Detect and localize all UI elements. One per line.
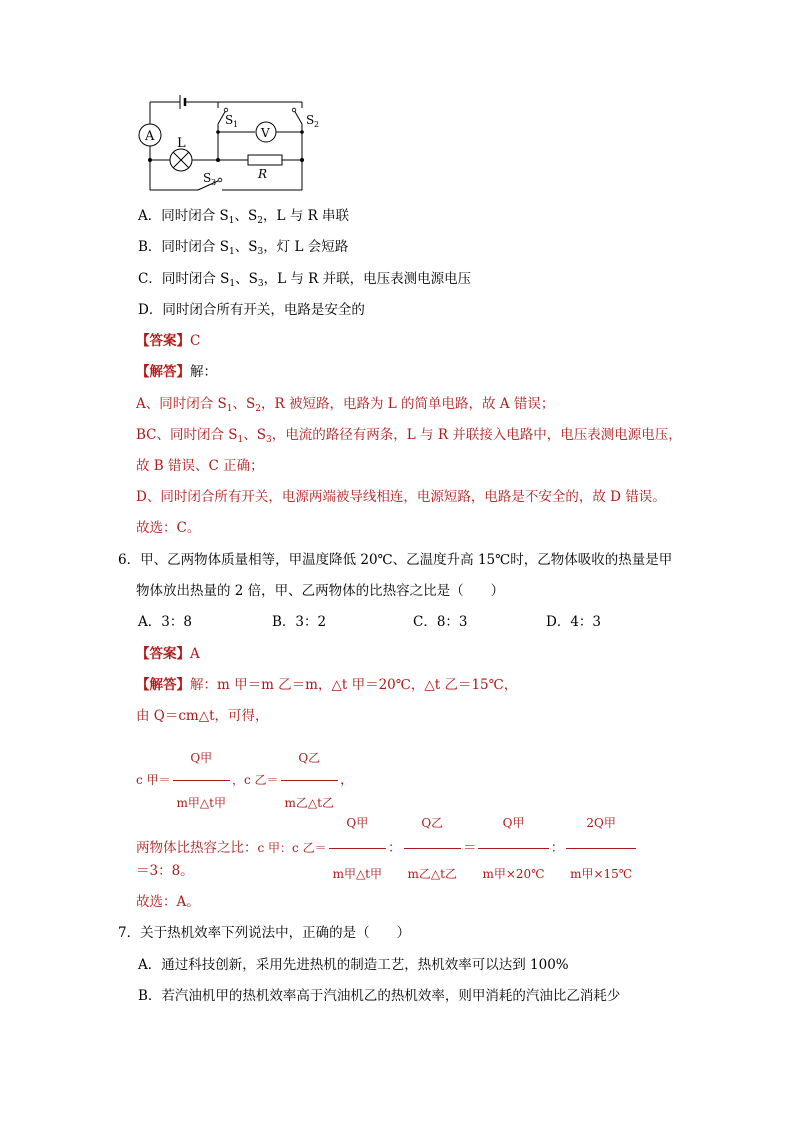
voltmeter-label: V <box>261 126 270 140</box>
q6-stem-1: 6．甲、乙两物体质量相等，甲温度降低 20℃、乙温度升高 15℃时，乙物体吸收的热量是甲 <box>118 552 673 568</box>
q5-solution-a: A、同时闭合 $S_1$、$S_2$，R 被短路，电路为 L 的简单电路，故 A 错误； <box>136 396 555 414</box>
q5-option-a: A．同时闭合 $S_1$、$S_2$，L 与 R 串联 <box>138 208 350 226</box>
resistor-label: R <box>258 167 268 181</box>
q5-option-d: D．同时闭合所有开关，电路是安全的 <box>138 302 365 318</box>
q5-solution-d: D、同时闭合所有开关，电源两端被导线相连，电源短路，电路是不安全的，故 D 错误。 <box>136 489 666 505</box>
s3-sub: 3 <box>211 178 217 187</box>
q6-option-b: B．3：2 <box>272 614 327 630</box>
s1-sub: 1 <box>233 120 239 129</box>
q6-result: ＝3：8。 <box>136 863 194 879</box>
q7-stem: 7．关于热机效率下列说法中，正确的是（ ） <box>118 925 411 941</box>
lamp-label: L <box>177 136 186 151</box>
q7-option-b: B．若汽油机甲的热机效率高于汽油机乙的热机效率，则甲消耗的汽油比乙消耗少 <box>138 988 621 1004</box>
s2-sub: 2 <box>314 120 320 129</box>
q6-option-c: C．8：3 <box>413 614 468 630</box>
q6-choose: 故选：A。 <box>136 894 200 910</box>
q5-answer: 【答案】C <box>136 333 201 349</box>
s1-label: S <box>225 113 234 127</box>
q5-choose: 故选：C。 <box>136 520 201 536</box>
q6-option-a: A．3：8 <box>138 614 192 630</box>
q5-solution-bc: BC、同时闭合 $S_1$、$S_3$，电流的路径有两条，L 与 R 并联接入电路中，电压表测电源电压， <box>136 427 682 445</box>
q5-option-c: C．同时闭合 $S_1$、$S_3$，L 与 R 并联，电压表测电源电压 <box>138 271 472 289</box>
q5-solution-head: 【解答】解： <box>136 364 217 380</box>
q6-option-d: D．4：3 <box>546 614 602 630</box>
circuit-diagram <box>130 92 330 200</box>
s3-label: S <box>203 171 212 185</box>
q6-c-fractions: c 甲＝ $\frac{\text{Q甲}}{\text{m甲△t甲}}$ ，c 乙＝ $\frac{\text{Q乙}}{\text{m乙△t乙}}$ ， <box>136 738 353 823</box>
q6-formula: 由 Q＝cm△t，可得， <box>136 708 269 724</box>
q7-option-a: A．通过科技创新，采用先进热机的制造工艺，热机效率可以达到 100% <box>138 957 569 973</box>
ammeter-label: A <box>145 129 155 144</box>
q5-option-b: B．同时闭合 $S_1$、$S_3$，灯 L 会短路 <box>138 239 349 257</box>
s2-label: S <box>306 113 315 127</box>
q5-solution-bc-2: 故 B 错误、C 正确； <box>136 458 264 474</box>
q6-answer: 【答案】A <box>136 646 200 662</box>
q6-given: 【解答】解：m 甲＝m 乙＝m，△t 甲＝20℃，△t 乙＝15℃， <box>136 677 518 693</box>
q6-stem-2: 物体放出热量的 2 倍，甲、乙两物体的比热容之比是（ ） <box>136 583 505 599</box>
q6-ratio: 两物体比热容之比：c 甲：c 乙＝ $\frac{\text{Q甲}}{\text{m甲△t甲}}$ ： $\frac{\text{Q乙}}{\text{m乙△t乙}}$ ＝ $\frac{\text{Q甲}}{\text{m甲×20℃}}$ ： $\frac{\text{2Q甲}}{\text{m甲×15℃}}$ <box>136 800 638 897</box>
